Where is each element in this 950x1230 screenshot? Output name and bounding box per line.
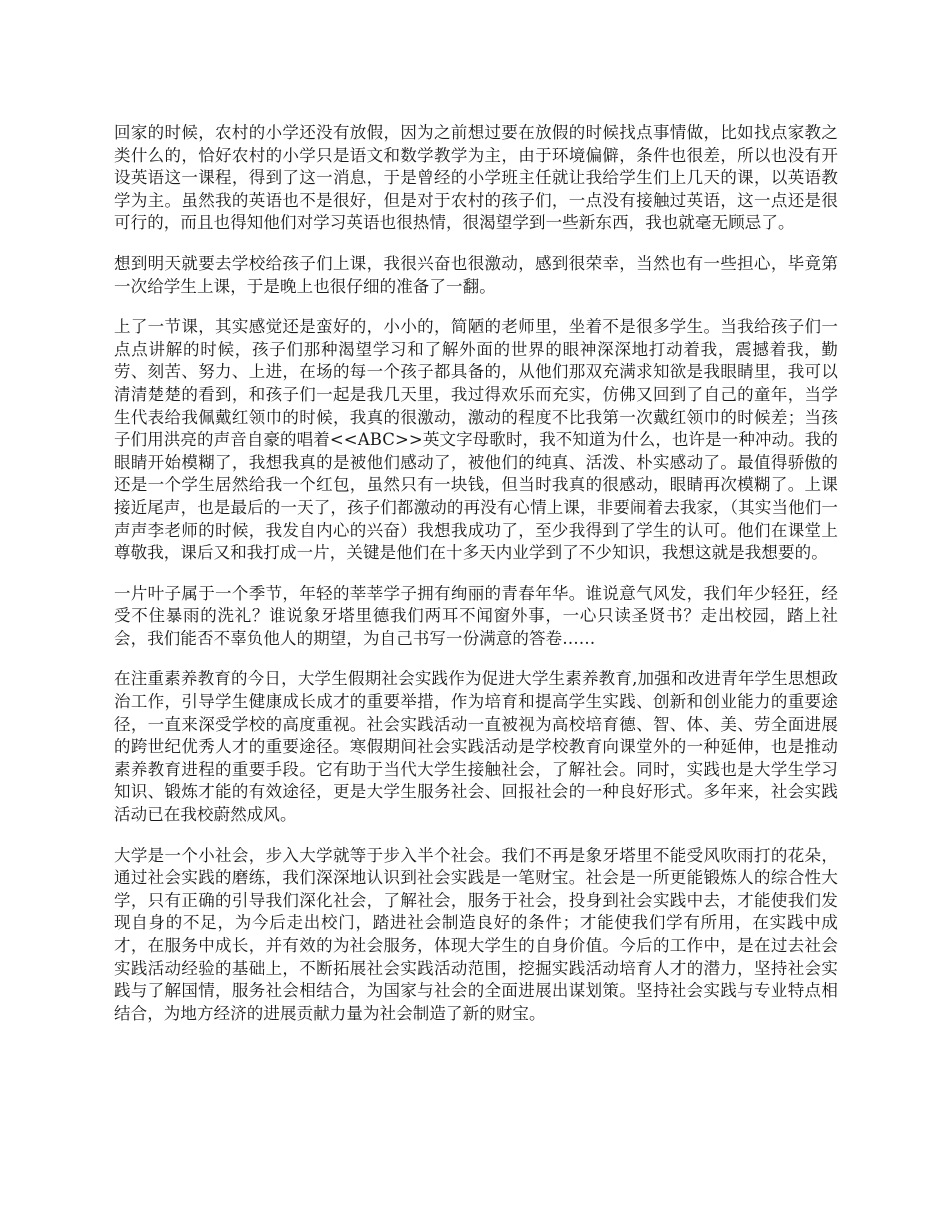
document-page [114,122,838,1043]
paragraph-4: 一片叶子属于一个季节，年轻的莘莘学子拥有绚丽的青春年华。谁说意气风发，我们年少轻狂，经受不住暴雨的洗礼？谁说象牙塔里德我们两耳不闻窗外事，一心只读圣贤书？走出校园，踏上社会，我们能否不辜负他人的期望，为自己书写一份满意的答卷…… [114,583,838,648]
paragraph-6: 大学是一个小社会，步入大学就等于步入半个社会。我们不再是象牙塔里不能受风吹雨打的花朵，通过社会实践的磨练，我们深深地认识到社会实践是一笔财宝。社会是一所更能锻炼人的综合性大学，只有正确的引导我们深化社会，了解社会，服务于社会，投身到社会实践中去，才能使我们发现自身的不足，为今后走出校门，踏进社会制造良好的条件；才能使我们学有所用，在实践中成才，在服务中成长，并有效的为社会服务，体现大学生的自身价值。今后的工作中，是在过去社会实践活动经验的基础上，不断拓展社会实践活动范围，挖掘实践活动培育人才的潜力，坚持社会实践与了解国情，服务社会相结合，为国家与社会的全面进展出谋划策。坚持社会实践与专业特点相结合，为地方经济的进展贡献力量为社会制造了新的财宝。 [114,845,838,1023]
paragraph-2: 想到明天就要去学校给孩子们上课，我很兴奋也很激动，感到很荣幸，当然也有一些担心，毕竟第一次给学生上课，于是晚上也很仔细的准备了一翻。 [114,253,838,296]
paragraph-5: 在注重素养教育的今日，大学生假期社会实践作为促进大学生素养教育,加强和改进青年学生思想政治工作，引导学生健康成长成才的重要举措，作为培育和提高学生实践、创新和创业能力的重要途径，一直来深受学校的高度重视。社会实践活动一直被视为高校培育德、智、体、美、劳全面进展的跨世纪优秀人才的重要途径。寒假期间社会实践活动是学校教育向课堂外的一种延伸，也是推动素养教育进程的重要手段。它有助于当代大学生接触社会，了解社会。同时，实践也是大学生学习知识、锻炼才能的有效途径，更是大学生服务社会、回报社会的一种良好形式。多年来，社会实践活动已在我校蔚然成风。 [114,669,838,825]
paragraph-3: 上了一节课，其实感觉还是蛮好的，小小的，简陋的老师里，坐着不是很多学生。当我给孩子们一点点讲解的时候，孩子们那种渴望学习和了解外面的世界的眼神深深地打动着我，震撼着我，勤劳、刻苦、努力、上进，在场的每一个孩子都具备的，从他们那双充满求知欲是我眼睛里，我可以清清楚楚的看到，和孩子们一起是我几天里，我过得欢乐而充实，仿佛又回到了自己的童年，当学生代表给我佩戴红领巾的时候，我真的很激动，激动的程度不比我第一次戴红领巾的时候差；当孩子们用洪亮的声音自豪的唱着<<ABC>>英文字母歌时，我不知道为什么，也许是一种冲动。我的眼睛开始模糊了，我想我真的是被他们感动了，被他们的纯真、活泼、朴实感动了。最值得骄傲的还是一个学生居然给我一个红包，虽然只有一块钱，但当时我真的很感动，眼睛再次模糊了。上课接近尾声，也是最后的一天了，孩子们都激动的再没有心情上课，非要闹着去我家，（其实当他们一声声李老师的时候，我发自内心的兴奋）我想我成功了，至少我得到了学生的认可。他们在课堂上尊敬我，课后又和我打成一片，关键是他们在十多天内业学到了不少知识，我想这就是我想要的。 [114,317,838,563]
paragraph-1: 回家的时候，农村的小学还没有放假，因为之前想过要在放假的时候找点事情做，比如找点家教之类什么的，恰好农村的小学只是语文和数学教学为主，由于环境偏僻，条件也很差，所以也没有开设英语这一课程，得到了这一消息，于是曾经的小学班主任就让我给学生们上几天的课，以英语教学为主。虽然我的英语也不是很好，但是对于农村的孩子们，一点没有接触过英语，这一点还是很可行的，而且也得知他们对学习英语也很热情，很渴望学到一些新东西，我也就毫无顾忌了。 [114,123,838,233]
